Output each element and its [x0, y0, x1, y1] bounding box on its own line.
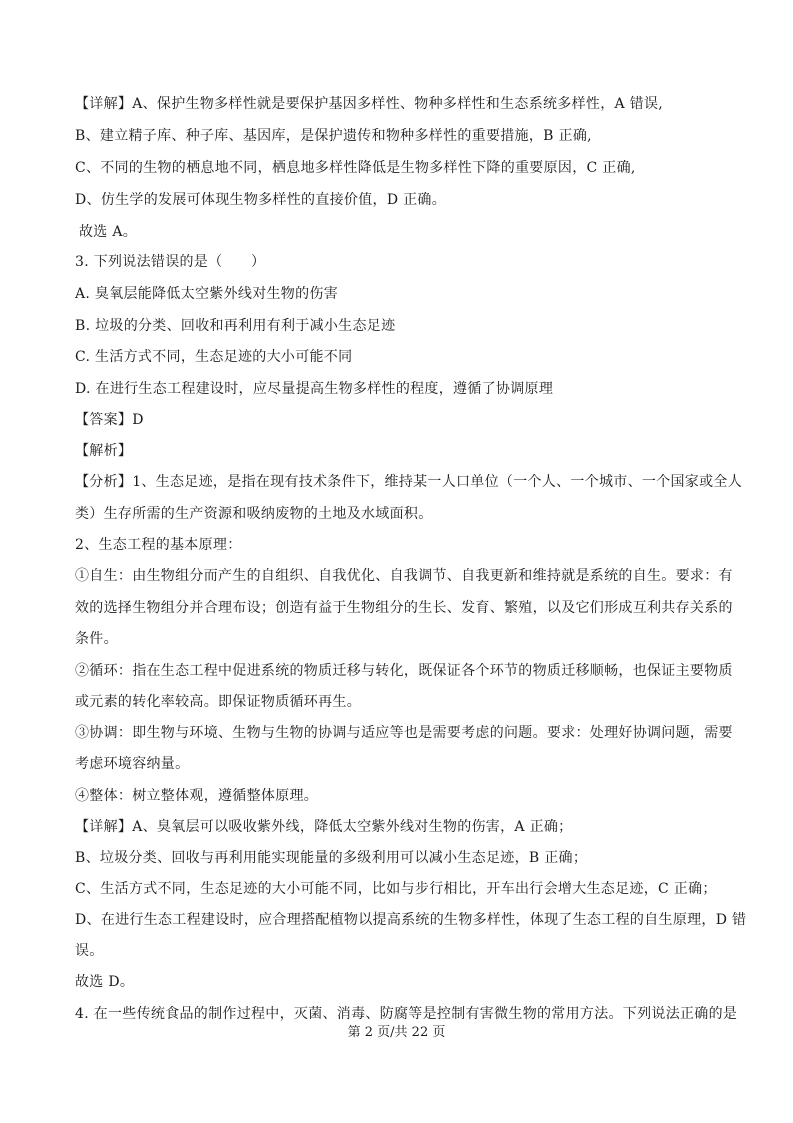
- text-line: 或元素的转化率较高。即保证物质循环再生。: [75, 694, 361, 710]
- text-line: ①自生：由生物组分而产生的自组织、自我优化、自我调节、自我更新和维持就是系统的自生。要求：有: [75, 568, 733, 584]
- text-line: B、建立精子库、种子库、基因库，是保护遗传和物种多样性的重要措施，B 正确,: [75, 128, 592, 144]
- question-title: 3. 下列说法错误的是（ ）: [75, 254, 266, 270]
- text-line: 类）生存所需的生产资源和吸纳废物的土地及水域面积。: [75, 506, 433, 522]
- text-line: 【详解】A、臭氧层可以吸收紫外线，降低太空紫外线对生物的伤害，A 正确；: [75, 819, 573, 835]
- text-line: 故选 D。: [75, 974, 135, 990]
- text-line: ④整体：树立整体观，遵循整体原理。: [75, 788, 319, 804]
- text-line: 误。: [75, 943, 104, 959]
- page-number-footer: 第 2 页/共 22 页: [347, 1025, 446, 1040]
- answer-label: 【答案】D: [75, 412, 144, 428]
- text-line: 考虑环境容纳量。: [75, 756, 190, 772]
- analysis-label: 【解析】: [75, 443, 133, 459]
- option-a: A. 臭氧层能降低太空紫外线对生物的伤害: [75, 286, 339, 302]
- text-line: 【详解】A、保护生物多样性就是要保护基因多样性、物种多样性和生态系统多样性，A 错误,: [75, 96, 664, 112]
- text-line: 效的选择生物组分并合理布设；创造有益于生物组分的生长、发育、繁殖，以及它们形成互利共存关系的: [75, 600, 733, 616]
- text-line: C、不同的生物的栖息地不同，栖息地多样性降低是生物多样性下降的重要原因，C 正确,: [75, 160, 636, 176]
- text-line: D、在进行生态工程建设时，应合理搭配植物以提高系统的生物多样性，体现了生态工程的自生原理，D 错: [75, 912, 747, 928]
- option-b: B. 垃圾的分类、回收和再利用有利于减小生态足迹: [75, 318, 396, 334]
- text-line: 条件。: [75, 631, 118, 647]
- text-line: 【分析】1、生态足迹，是指在现有技术条件下，维持某一人口单位（一个人、一个城市、一个国家或全人: [75, 474, 743, 490]
- text-line: 故选 A。: [79, 224, 138, 240]
- text-line: ③协调：即生物与环境、生物与生物的协调与适应等也是需要考虑的问题。要求：处理好协调问题，需要: [75, 725, 733, 741]
- option-d: D. 在进行生态工程建设时，应尽量提高生物多样性的程度，遵循了协调原理: [75, 381, 554, 397]
- text-line: C、生活方式不同，生态足迹的大小可能不同，比如与步行相比，开车出行会增大生态足迹，C 正确；: [75, 881, 717, 897]
- text-line: B、垃圾分类、回收与再利用能实现能量的多级利用可以减小生态足迹，B 正确；: [75, 850, 588, 866]
- question-title: 4. 在一些传统食品的制作过程中，灭菌、消毒、防腐等是控制有害微生物的常用方法。下列说法正确的是: [75, 1006, 738, 1022]
- text-line: ②循环：指在生态工程中促进系统的物质迁移与转化，既保证各个环节的物质迁移顺畅，也保证主要物质: [75, 663, 733, 679]
- text-line: D、仿生学的发展可体现生物多样性的直接价值，D 正确。: [75, 192, 446, 208]
- text-line: 2、生态工程的基本原理：: [75, 537, 242, 553]
- option-c: C. 生活方式不同，生态足迹的大小可能不同: [75, 349, 353, 365]
